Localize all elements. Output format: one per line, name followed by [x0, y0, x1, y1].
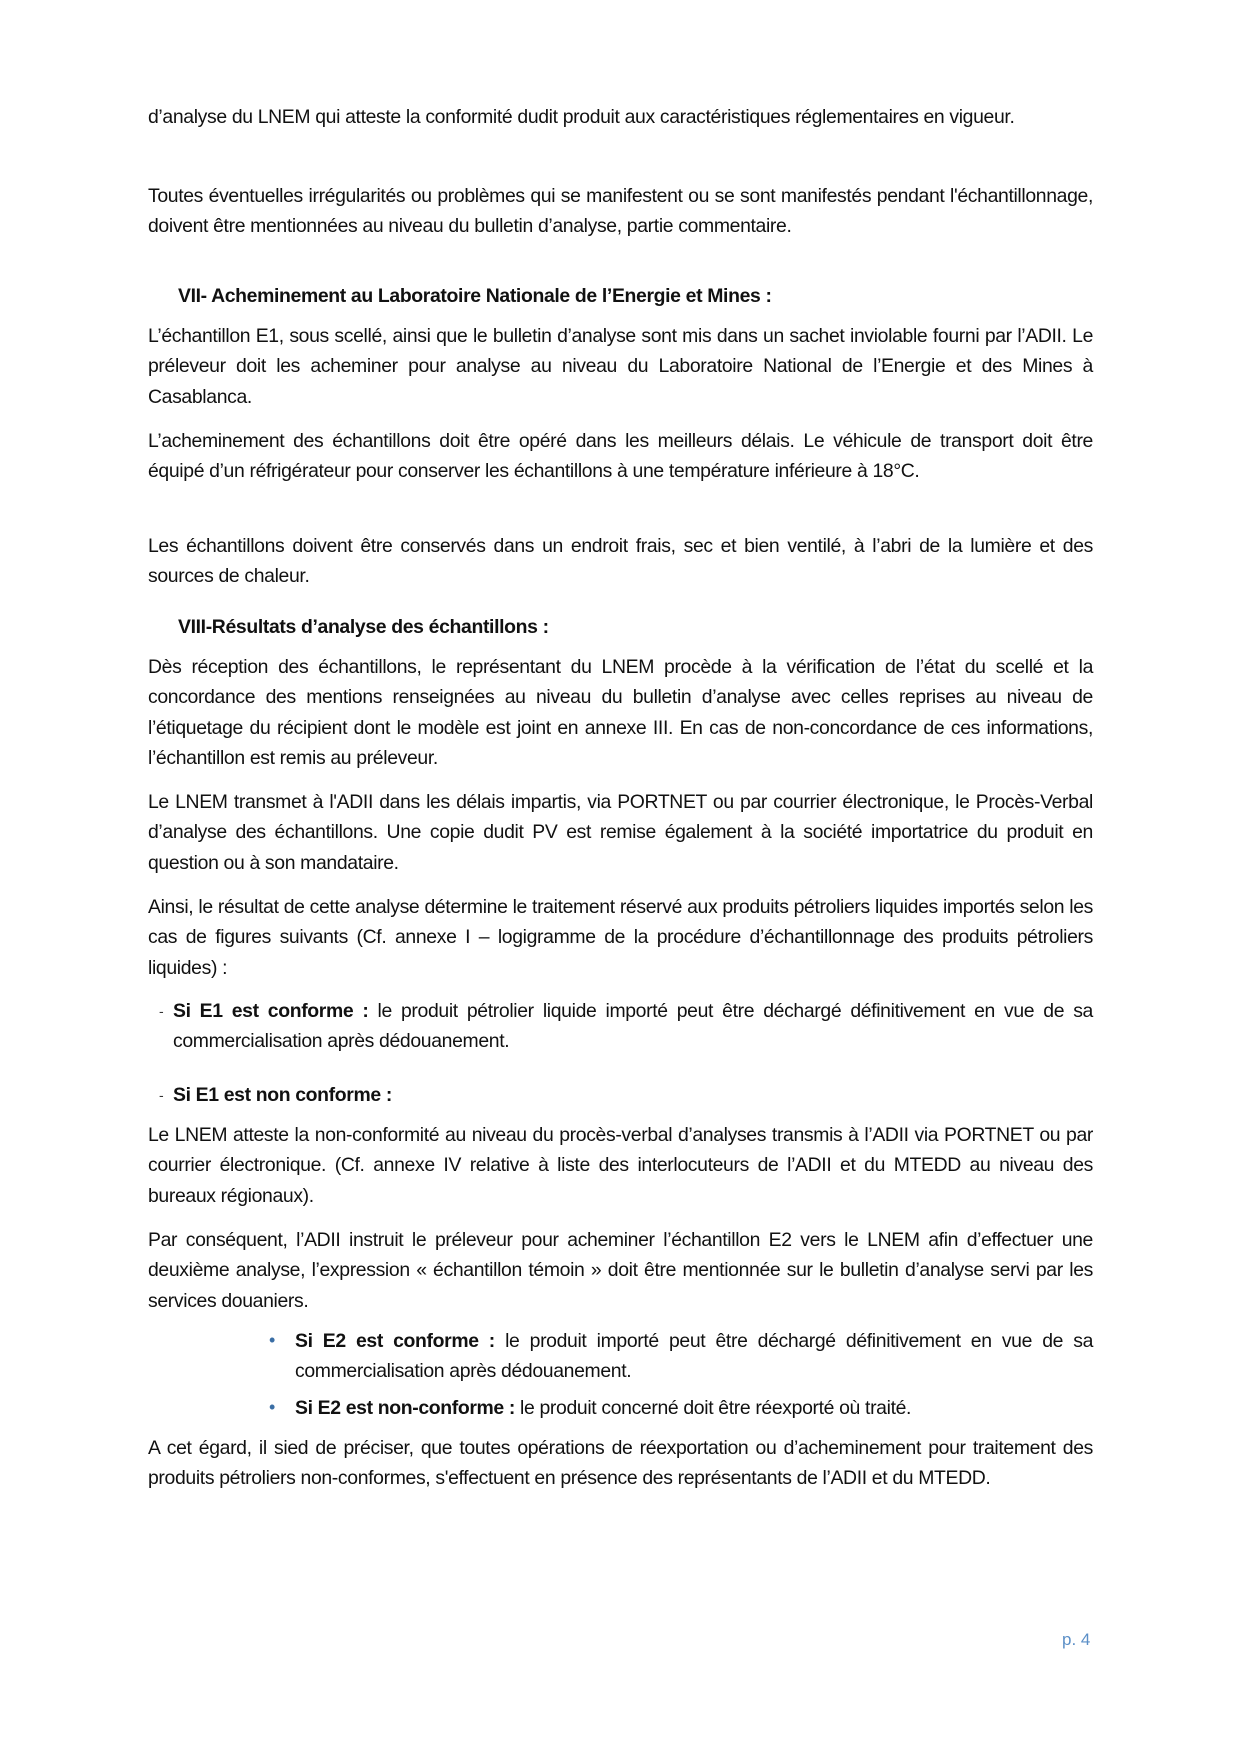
paragraph-analysis-result: Ainsi, le résultat de cette analyse détermine le traitement réservé aux produits pétroliers liquides importés selon les cas de figures suivants (Cf. annexe I – logigramme de la procédure d’échantillonnage des produits pétroliers liquides) :	[148, 896, 1093, 979]
case-text: le produit concerné doit être réexporté où traité.	[515, 1397, 912, 1419]
dash-bullet-icon: -	[159, 1087, 164, 1103]
case-label: Si E2 est non-conforme :	[295, 1397, 516, 1419]
dot-bullet-icon: •	[269, 1330, 275, 1350]
paragraph-irregularities: Toutes éventuelles irrégularités ou problèmes qui se manifestent ou se sont manifestés pendant l'échantillonnage, doivent être mentionnées au niveau du bulletin d’analyse, partie commentaire.	[148, 185, 1093, 238]
list-item-e1-non-conforme	[159, 1080, 1093, 1110]
dash-bullet-icon: -	[159, 1003, 164, 1019]
section-heading-vii: VII- Acheminement au Laboratoire Nationale de l’Energie et Mines :	[178, 285, 772, 307]
case-label: Si E1 est conforme :	[173, 1000, 369, 1022]
paragraph-reexport-presence: A cet égard, il sied de préciser, que toutes opérations de réexportation ou d’acheminement pour traitement des produits pétroliers non-conformes, s'effectuent en présence des représentants de l’ADII et du MTEDD.	[148, 1437, 1093, 1490]
list-item-e2-non-conforme	[269, 1393, 1093, 1423]
list-item-e2-conforme	[269, 1326, 1094, 1387]
paragraph-non-conformity: Le LNEM atteste la non-conformité au niveau du procès-verbal d’analyses transmis à l’ADII via PORTNET ou par courrier électronique. (Cf. annexe IV relative à liste des interlocuteurs de l’ADII et du MTEDD au niveau des bureaux régionaux).	[148, 1124, 1093, 1207]
dot-bullet-icon: •	[269, 1397, 275, 1417]
paragraph-sample-e1-transport: L’échantillon E1, sous scellé, ainsi que le bulletin d’analyse sont mis dans un sachet inviolable fourni par l’ADII. Le préleveur doit les acheminer pour analyse au niveau du Laboratoire National de l’Energie et des Mines à Casablanca.	[148, 325, 1093, 408]
section-heading-viii: VIII-Résultats d’analyse des échantillons :	[178, 616, 549, 638]
case-label: Si E2 est conforme :	[295, 1330, 495, 1352]
paragraph-reception-verification: Dès réception des échantillons, le représentant du LNEM procède à la vérification de l’état du scellé et la concordance des mentions renseignées au niveau du bulletin d’analyse avec celles reprises au niveau de l’étiquetage du récipient dont le modèle est joint en annexe III. En cas de non-concordance de ces informations, l’échantillon est remis au préleveur.	[148, 656, 1093, 770]
paragraph-transport-conditions: L’acheminement des échantillons doit être opéré dans les meilleurs délais. Le véhicule de transport doit être équipé d’un réfrigérateur pour conserver les échantillons à une température inférieure à 18°C.	[148, 430, 1093, 483]
page-number: p. 4	[1062, 1630, 1091, 1649]
case-text: le produit importé peut être déchargé définitivement en vue de sa commercialisation après dédouanement.	[295, 1330, 1094, 1383]
list-item-e1-conforme	[159, 996, 1093, 1057]
paragraph-storage-conditions: Les échantillons doivent être conservés dans un endroit frais, sec et bien ventilé, à l’abri de la lumière et des sources de chaleur.	[148, 535, 1093, 588]
paragraph-second-analysis: Par conséquent, l’ADII instruit le préleveur pour acheminer l’échantillon E2 vers le LNEM afin d’effectuer une deuxième analyse, l’expression « échantillon témoin » doit être mentionnée sur le bulletin d’analyse servi par les services douaniers.	[148, 1229, 1093, 1312]
case-text: le produit pétrolier liquide importé peut être déchargé définitivement en vue de sa commercialisation après dédouanement.	[173, 1000, 1093, 1053]
paragraph-conformity-attestation: d’analyse du LNEM qui atteste la conformité dudit produit aux caractéristiques réglementaires en vigueur.	[148, 106, 1015, 128]
case-label: Si E1 est non conforme :	[173, 1084, 392, 1106]
paragraph-lnem-transmission: Le LNEM transmet à l'ADII dans les délais impartis, via PORTNET ou par courrier électronique, le Procès-Verbal d’analyse des échantillons. Une copie dudit PV est remise également à la société importatrice du produit en question ou à son mandataire.	[148, 791, 1093, 874]
